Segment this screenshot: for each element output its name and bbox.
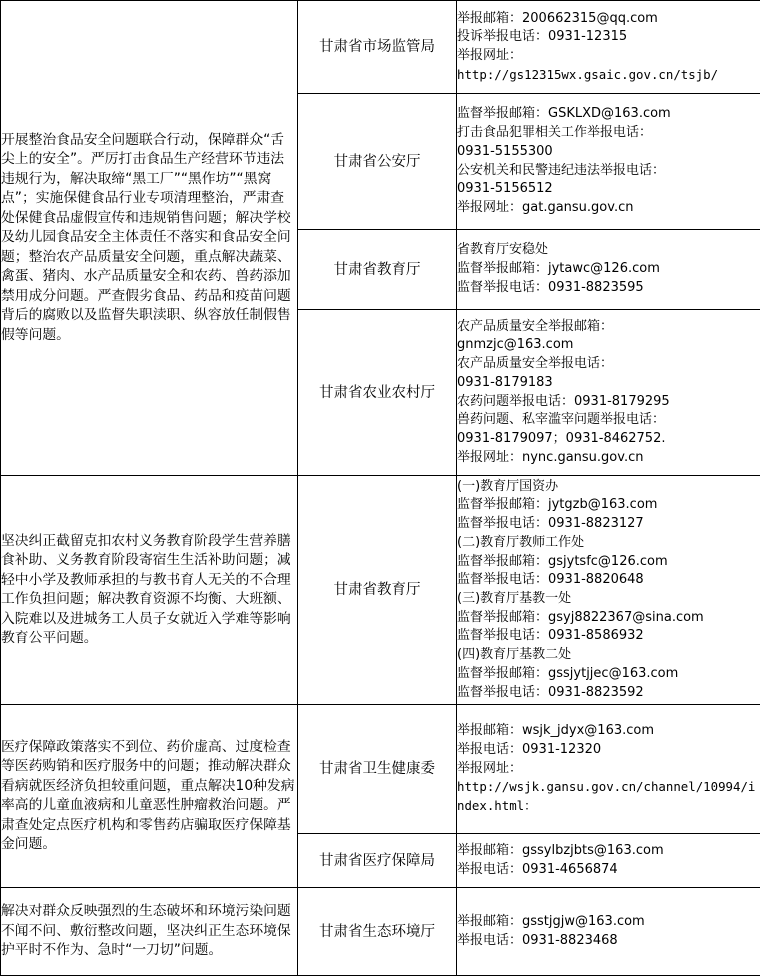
- contact-line: 举报网址：: [457, 760, 523, 776]
- contact-cell: [457, 476, 760, 705]
- contact-line: 监督举报邮箱：gsyj8822367@sina.com: [457, 609, 704, 625]
- contact-line: 农药问题举报电话：0931-8179295: [457, 393, 670, 409]
- contact-line: (二)教育厅教师工作处: [457, 534, 585, 550]
- department-name: 甘肃省市场监管局: [298, 1, 457, 94]
- contact-line: 举报电话：0931-12320: [457, 741, 602, 757]
- department-name: 甘肃省教育厅: [298, 230, 457, 310]
- contact-cell: [457, 230, 760, 310]
- contact-link[interactable]: http://gs12315wx.gsaic.gov.cn/tsjb/: [457, 66, 719, 82]
- contact-line: (四)教育厅基教二处: [457, 647, 572, 663]
- contact-cell: [457, 94, 760, 230]
- contact-line: 投诉举报电话：0931-12315: [457, 29, 628, 45]
- contact-line: 监督举报电话：0931-8823592: [457, 684, 644, 700]
- contact-line: 监督举报电话：0931-8823595: [457, 279, 644, 295]
- contact-line: 0931-8179097；0931-8462752.: [457, 430, 666, 446]
- contact-line: (三)教育厅基教一处: [457, 591, 572, 606]
- contact-line: 举报邮箱：gssylbzjbts@163.com: [457, 842, 664, 858]
- contact-line: 监督举报电话：0931-8823127: [457, 516, 644, 532]
- table-row: [1, 888, 760, 976]
- contact-line: 农产品质量安全举报电话：: [457, 356, 614, 372]
- contact-line: 监督举报邮箱：gsjytsfc@126.com: [457, 553, 668, 569]
- department-name: 甘肃省教育厅: [298, 476, 457, 705]
- contact-line: 举报网址：nync.gansu.gov.cn: [457, 449, 644, 465]
- contact-line: (一)教育厅国资办: [457, 478, 559, 494]
- contact-line: 监督举报邮箱：jytawc@126.com: [457, 261, 660, 277]
- contact-line: 举报邮箱：200662315@qq.com: [457, 10, 658, 26]
- contact-cell: [457, 1, 760, 94]
- contact-line: 公安机关和民警违纪违法举报电话：: [457, 162, 666, 178]
- contact-line: 监督举报电话：0931-8586932: [457, 628, 644, 644]
- contact-line: 0931-5156512: [457, 181, 553, 197]
- contact-line: 举报网址：gat.gansu.gov.cn: [457, 199, 634, 215]
- contact-line: 举报电话：0931-8823468: [457, 932, 618, 948]
- table-row: [1, 705, 760, 834]
- contact-cell: [457, 310, 760, 476]
- contact-line: 举报邮箱：gsstjgjw@163.com: [457, 913, 645, 929]
- contact-line: 监督举报电话：0931-8820648: [457, 572, 644, 588]
- contact-link[interactable]: http://wsjk.gansu.gov.cn/channel/10994/index.html：: [457, 779, 756, 814]
- contact-line: 举报邮箱：wsjk_jdyx@163.com: [457, 723, 655, 739]
- department-name: 甘肃省卫生健康委: [298, 705, 457, 834]
- department-name: 甘肃省医疗保障局: [298, 834, 457, 888]
- contact-line: 举报网址：: [457, 48, 523, 63]
- department-name: 甘肃省生态环境厅: [298, 888, 457, 976]
- contact-line: 打击食品犯罪相关工作举报电话：: [457, 125, 653, 141]
- contact-line: 0931-5155300: [457, 143, 553, 159]
- issue-cell: 医疗保障政策落实不到位、药价虚高、过度检查等医药购销和医疗服务中的问题；推动解决群众看病就医经济负担较重问题，重点解决10种发病率高的儿童血液病和儿童恶性肿瘤救治问题。严肃查处定点医疗机构和零售药店骗取医疗保障基金问题。: [1, 705, 298, 888]
- contact-line: 监督举报邮箱：gssjytjjec@163.com: [457, 665, 679, 681]
- table-row: [1, 1, 760, 94]
- contact-cell: [457, 888, 760, 976]
- contact-line: 省教育厅安稳处: [457, 242, 549, 258]
- contact-line: 0931-8179183: [457, 374, 553, 390]
- department-name: 甘肃省农业农村厅: [298, 310, 457, 476]
- issue-cell: 坚决纠正截留克扣农村义务教育阶段学生营养膳食补助、义务教育阶段寄宿生生活补助问题；减轻中小学及教师承担的与教书育人无关的不合理工作负担问题；解决教育资源不均衡、大班额、入院难以及进城务工人员子女就近入学难等影响教育公平问题。: [1, 476, 298, 705]
- contact-line: 监督举报邮箱：GSKLXD@163.com: [457, 106, 671, 122]
- department-name: 甘肃省公安厅: [298, 94, 457, 230]
- contact-line: 举报电话：0931-4656874: [457, 861, 618, 877]
- issue-cell: 开展整治食品安全问题联合行动，保障群众“舌尖上的安全”。严厉打击食品生产经营环节违法违规行为，解决取缔“黑工厂”“黑作坊”“黑窝点”；实施保健食品行业专项清理整治，严肃查处保健食品虚假宣传和违规销售问题；解决学校及幼儿园食品安全主体责任不落实和食品安全问题；整治农产品质量安全问题，重点解决蔬菜、禽蛋、猪肉、水产品质量安全和农药、兽药添加禁用成分问题。严查假劣食品、药品和疫苗问题背后的腐败以及监督失职渎职、纵容放任制假售假等问题。: [1, 1, 298, 476]
- contact-line: 农产品质量安全举报邮箱：: [457, 318, 614, 334]
- table-row: [1, 476, 760, 705]
- contact-cell: [457, 834, 760, 888]
- issue-cell: 解决对群众反映强烈的生态破坏和环境污染问题不闻不问、敷衍整改问题，坚决纠正生态环境保护平时不作为、急时“一刀切”问题。: [1, 888, 298, 976]
- contact-line: 监督举报邮箱：jytgzb@163.com: [457, 497, 658, 513]
- contact-cell: [457, 705, 760, 834]
- contact-line: gnmzjc@163.com: [457, 337, 574, 353]
- contact-line: 兽药问题、私宰滥宰问题举报电话：: [457, 412, 666, 428]
